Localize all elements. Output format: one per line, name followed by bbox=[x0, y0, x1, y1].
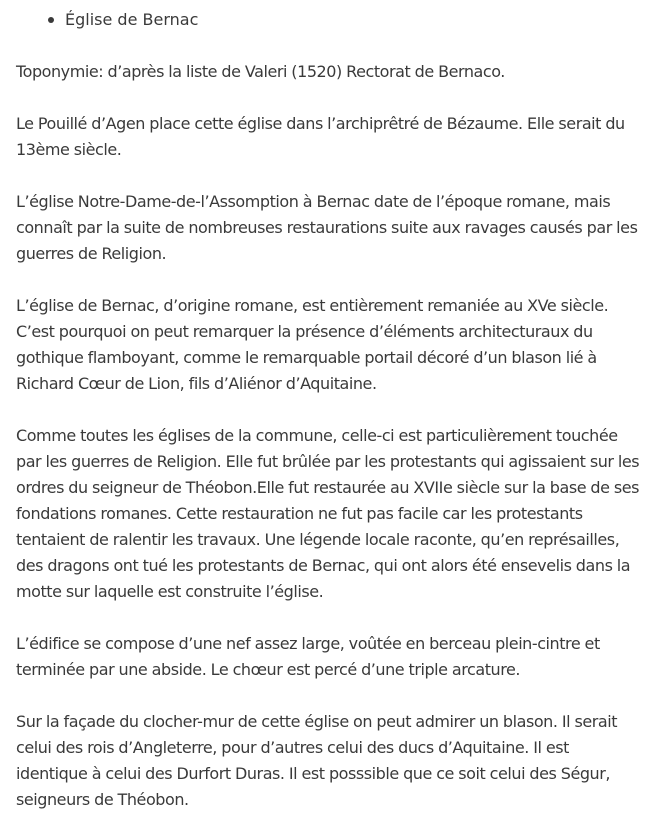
paragraph-notre-dame: L’église Notre-Dame-de-l’Assomption à Bernac date de l’époque romane, mais connaît par la suite de nombreuses restaurations suite aux ravages causés par les guerres de Religion. bbox=[16, 192, 638, 263]
paragraph-pouille: Le Pouillé d’Agen place cette église dans l’archiprêtré de Bézaume. Elle serait du 13ème siècle. bbox=[16, 114, 625, 159]
paragraph-edifice: L’édifice se compose d’une nef assez large, voûtée en berceau plein-cintre et terminée par une abside. Le chœur est percé d’une triple arcature. bbox=[16, 634, 600, 679]
paragraph-toponymie: Toponymie: d’après la liste de Valeri (1520) Rectorat de Bernaco. bbox=[16, 62, 505, 81]
bullet-list bbox=[16, 7, 640, 33]
list-item-text: Église de Bernac bbox=[65, 10, 199, 29]
paragraph-origine-romane: L’église de Bernac, d’origine romane, est entièrement remaniée au XVe siècle. C’est pourquoi on peut remarquer la présence d’éléments architecturaux du gothique flamboyant, comme le remarquable portail décoré d’un blason lié à Richard Cœur de Lion, fils d’Aliénor d’Aquitaine. bbox=[16, 296, 609, 393]
list-item bbox=[48, 7, 640, 33]
article-body bbox=[16, 7, 640, 813]
bullet-dot-icon bbox=[48, 17, 54, 23]
paragraph-blason: Sur la façade du clocher-mur de cette église on peut admirer un blason. Il serait celui des rois d’Angleterre, pour d’autres celui des ducs d’Aquitaine. Il est identique à celui des Durfort Duras. Il est posssible que ce soit celui des Ségur, seigneurs de Théobon. bbox=[16, 712, 618, 809]
paragraph-guerres-religion: Comme toutes les églises de la commune, celle-ci est particulièrement touchée par les guerres de Religion. Elle fut brûlée par les protestants qui agissaient sur les ordres du seigneur de Théobon.Elle fut restaurée au XVIIe siècle sur la base de ses fondations romanes. Cette restauration ne fut pas facile car les protestants tentaient de ralentir les travaux. Une légende locale raconte, qu’en représailles, des dragons ont tué les protestants de Bernac, qui ont alors été ensevelis dans la motte sur laquelle est construite l’église. bbox=[16, 426, 640, 601]
